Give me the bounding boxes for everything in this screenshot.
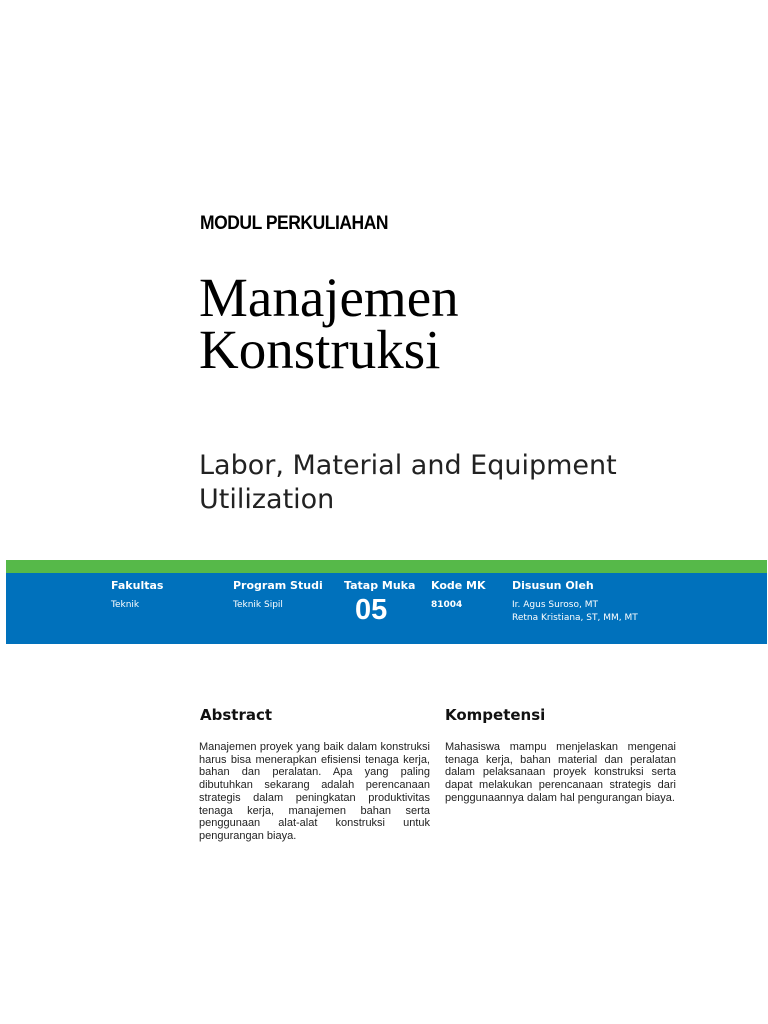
program-studi-label: Program Studi (233, 579, 323, 592)
abstract-body: Manajemen proyek yang baik dalam konstruksi harus bisa menerapkan efisiensi tenaga kerja, bahan dan peralatan. Apa yang paling dibutuhkan sekarang adalah perencanaan strategis dalam peningkatan produktivitas tenaga kerja, manajemen bahan serta penggunaan alat-alat konstruksi untuk pengurangan biaya. (199, 741, 430, 842)
program-studi-value: Teknik Sipil (233, 600, 283, 610)
fakultas-label: Fakultas (111, 579, 164, 592)
author-name: Retna Kristiana, ST, MM, MT (512, 613, 638, 623)
kode-mk-column (431, 579, 486, 612)
title-line-2: Konstruksi (199, 319, 441, 380)
modul-label: MODUL PERKULIAHAN (200, 213, 389, 234)
title-line-1: Manajemen (199, 267, 459, 328)
abstract-heading: Abstract (200, 706, 273, 724)
fakultas-column (111, 579, 163, 612)
subtitle-line-1: Labor, Material and Equipment (199, 450, 617, 481)
kompetensi-heading: Kompetensi (445, 706, 546, 724)
kode-mk-label: Kode MK (431, 579, 486, 592)
tatap-muka-label: Tatap Muka (344, 579, 416, 592)
page-title (199, 267, 459, 380)
subtitle (199, 449, 719, 517)
tatap-muka-column (344, 579, 415, 625)
kode-mk-value: 81004 (431, 600, 463, 610)
info-band (6, 560, 767, 644)
program-studi-column (233, 579, 323, 612)
disusun-oleh-label: Disusun Oleh (512, 579, 594, 592)
kompetensi-body: Mahasiswa mampu menjelaskan mengenai tenaga kerja, bahan material dan peralatan dalam pelaksanaan proyek konstruksi serta dapat melakukan perencanaan strategis dari penggunaannya dalam hal pengurangan biaya. (445, 741, 676, 804)
green-stripe (6, 560, 767, 573)
subtitle-line-2: Utilization (199, 484, 335, 515)
tatap-muka-value: 05 (355, 594, 388, 626)
author-list (512, 599, 638, 625)
author-name: Ir. Agus Suroso, MT (512, 600, 598, 610)
disusun-oleh-column (512, 579, 638, 625)
fakultas-value: Teknik (111, 600, 140, 610)
